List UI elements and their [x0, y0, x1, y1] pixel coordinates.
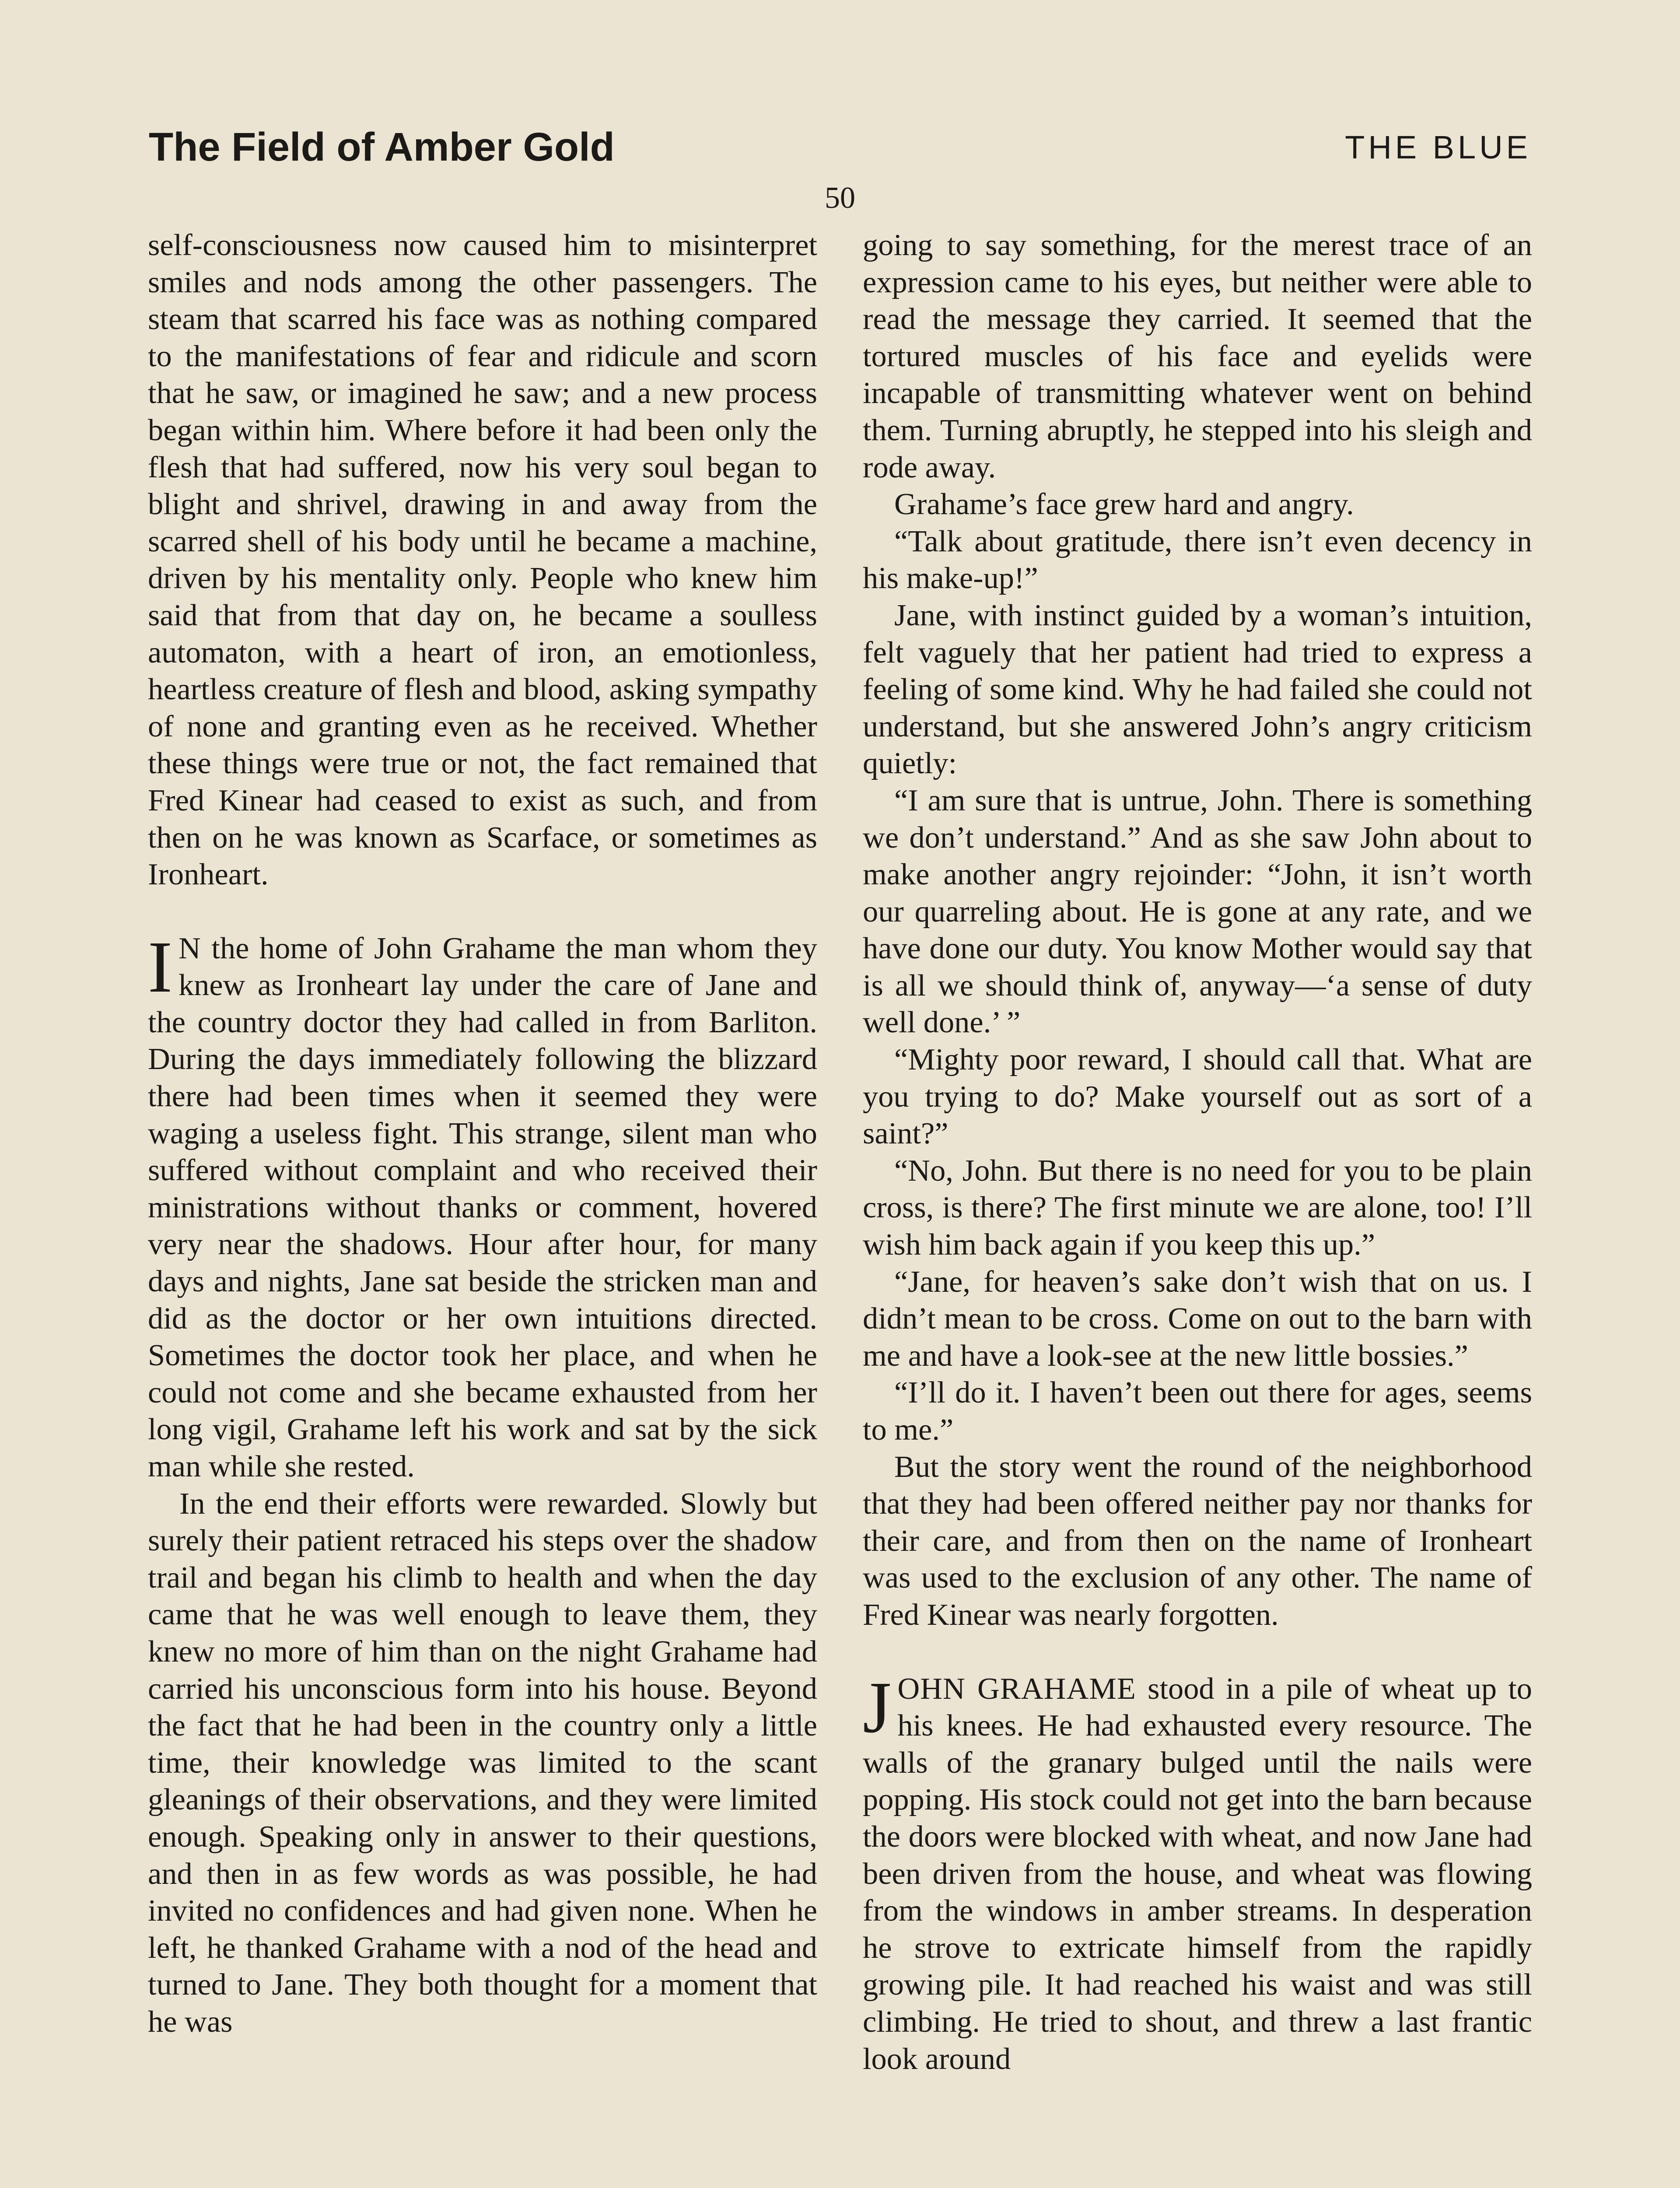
paragraph: self-consciousness now caused him to misinterpret smiles and nods among the other passengers. The steam that scarred his face was as nothing compared to the manifestations of fear and ridicule and scorn that he saw, or imagined he saw; and a new process began within him. Where before it had been only the flesh that had suffered, now his very soul began to blight and shrivel, drawing in and away from the scarred shell of his body until he became a machine, driven by his mentality only. People who knew him said that from that day on, he became a soulless automaton, with a heart of iron, an emotionless, heartless creature of flesh and blood, asking sympathy of none and granting even as he received. Whether these things were true or not, the fact remained that Fred Kinear had ceased to exist as such, and from then on he was known as Scarface, or sometimes as Ironheart. — [148, 228, 817, 892]
lead-in: N — [178, 931, 201, 965]
paragraph: “I’ll do it. I haven’t been out there for ages, seems to me.” — [863, 1375, 1532, 1447]
paragraph: In the end their efforts were rewarded. Slowly but surely their patient retraced his steps over the shadow trail and began his climb to health and when the day came that he was well enough to leave them, they knew no more of him than on the night Grahame had carried his unconscious form into his house. Beyond the fact that he had been in the country only a little time, their knowledge was limited to the scant gleanings of their observations, and they were limited enough. Speaking only in answer to their questions, and then in as few words as was possible, he had invited no confidences and had given none. When he left, he thanked Grahame with a nod of the head and turned to Jane. They both thought for a moment that he was — [148, 1486, 817, 2039]
paragraph: But the story went the round of the neighborhood that they had been offered neither pay nor thanks for their care, and from then on the name of Ironheart was used to the exclusion of any other. The name of Fred Kinear was nearly forgotten. — [863, 1449, 1532, 1632]
paragraph: “No, John. But there is no need for you to be plain cross, is there? The first minute we are alone, too! I’ll wish him back again if you keep this up.” — [863, 1153, 1532, 1262]
paragraph: Jane, with instinct guided by a woman’s intuition, felt vaguely that her patient had tried to express a feeling of some kind. Why he had failed she could not understand, but she answered John’s angry criticism quietly: — [863, 598, 1532, 781]
section-paragraph — [863, 1666, 1532, 2078]
left-column — [148, 227, 817, 2041]
paragraph: “Jane, for heaven’s sake don’t wish that on us. I didn’t mean to be cross. Come on out to the barn with me and have a look-see at the new little bossies.” — [863, 1264, 1532, 1373]
page-number: 50 — [825, 181, 855, 215]
drop-cap: J — [863, 1666, 892, 1748]
section-paragraph — [148, 926, 817, 1485]
story-title: The Field of Amber Gold — [149, 125, 615, 169]
paragraph: “I am sure that is untrue, John. There is something we don’t understand.” And as she saw John about to make another angry rejoinder: “John, it isn’t worth our quarreling about. He is gone at any rate, and we have done our duty. You know Mother would say that is all we should think of, anyway—‘a sense of duty well done.’ ” — [863, 783, 1532, 1040]
right-column — [863, 227, 1532, 2077]
paragraph-text: stood in a pile of wheat up to his knees. He had exhausted every resource. The walls of the granary bulged until the nails were popping. His stock could not get into the barn because the doors were blocked with wheat, and now Jane had been driven from the house, and wheat was flowing from the windows in amber streams. In desperation he strove to extricate himself from the rapidly growing pile. It had reached his waist and was still climbing. He tried to shout, and threw a last frantic look around — [863, 1671, 1532, 2076]
paragraph: “Talk about gratitude, there isn’t even decency in his make-up!” — [863, 524, 1532, 596]
magazine-name: THE BLUE — [1345, 129, 1531, 165]
paragraph: going to say something, for the merest trace of an expression came to his eyes, but neither were able to read the message they carried. It seemed that the tortured muscles of his face and eyelids were incapable of transmitting whatever went on behind them. Turning abruptly, he stepped into his sleigh and rode away. — [863, 228, 1532, 484]
paragraph-text: the home of John Grahame the man whom they knew as Ironheart lay under the care of Jane and the country doctor they had called in from Barliton. During the days immediately following the blizzard there had been times when it seemed they were waging a useless fight. This strange, silent man who suffered without complaint and who received their ministrations without thanks or comment, hovered very near the shadows. Hour after hour, for many days and nights, Jane sat beside the stricken man and did as the doctor or her own intuitions directed. Sometimes the doctor took her place, and when he could not come and she became exhausted from her long vigil, Grahame left his work and sat by the sick man while she rested. — [148, 931, 817, 1483]
drop-cap: I — [148, 926, 172, 1008]
paragraph: “Mighty poor reward, I should call that. What are you trying to do? Make yourself out as sort of a saint?” — [863, 1042, 1532, 1151]
lead-in: OHN GRAHAME — [897, 1671, 1136, 1706]
paragraph: Grahame’s face grew hard and angry. — [894, 487, 1354, 522]
